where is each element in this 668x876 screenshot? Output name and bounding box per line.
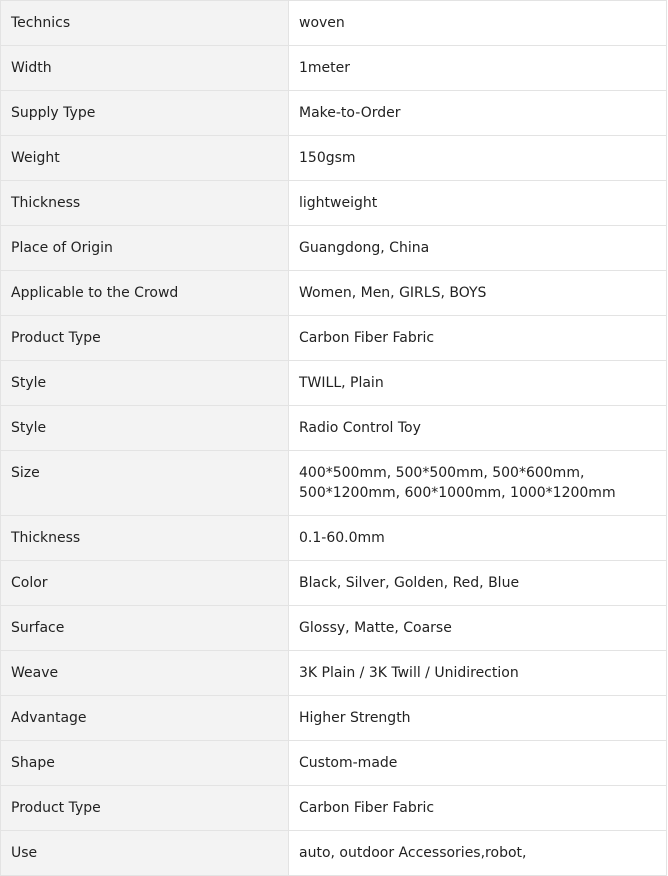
spec-value: Make-to-Order (289, 91, 667, 136)
spec-attribute: Style (1, 406, 289, 451)
table-row (1, 136, 667, 181)
spec-attribute: Weave (1, 651, 289, 696)
spec-value: Women, Men, GIRLS, BOYS (289, 271, 667, 316)
spec-value: Custom-made (289, 741, 667, 786)
spec-attribute: Supply Type (1, 91, 289, 136)
specs-table-body (1, 1, 667, 876)
spec-value: Carbon Fiber Fabric (289, 316, 667, 361)
spec-value: 150gsm (289, 136, 667, 181)
spec-attribute: Advantage (1, 696, 289, 741)
table-row (1, 786, 667, 831)
spec-attribute: Size (1, 451, 289, 516)
table-row (1, 46, 667, 91)
spec-attribute: Weight (1, 136, 289, 181)
spec-value: 400*500mm, 500*500mm, 500*600mm, 500*1200mm, 600*1000mm, 1000*1200mm (289, 451, 667, 516)
spec-attribute: Surface (1, 606, 289, 651)
table-row (1, 1, 667, 46)
spec-attribute: Applicable to the Crowd (1, 271, 289, 316)
spec-value: Black, Silver, Golden, Red, Blue (289, 561, 667, 606)
spec-value: auto, outdoor Accessories,robot, (289, 831, 667, 876)
table-row (1, 181, 667, 226)
table-row (1, 271, 667, 316)
table-row (1, 406, 667, 451)
spec-value: Higher Strength (289, 696, 667, 741)
table-row (1, 831, 667, 876)
spec-value: 1meter (289, 46, 667, 91)
table-row (1, 651, 667, 696)
spec-attribute: Use (1, 831, 289, 876)
spec-attribute: Width (1, 46, 289, 91)
spec-value: Radio Control Toy (289, 406, 667, 451)
spec-value: TWILL, Plain (289, 361, 667, 406)
table-row (1, 361, 667, 406)
table-row (1, 226, 667, 271)
spec-value: Glossy, Matte, Coarse (289, 606, 667, 651)
spec-attribute: Color (1, 561, 289, 606)
table-row (1, 316, 667, 361)
spec-attribute: Product Type (1, 786, 289, 831)
spec-value: lightweight (289, 181, 667, 226)
spec-attribute: Shape (1, 741, 289, 786)
table-row (1, 451, 667, 516)
spec-value: 3K Plain / 3K Twill / Unidirection (289, 651, 667, 696)
spec-value: woven (289, 1, 667, 46)
spec-attribute: Technics (1, 1, 289, 46)
table-row (1, 561, 667, 606)
spec-attribute: Product Type (1, 316, 289, 361)
spec-value: 0.1-60.0mm (289, 516, 667, 561)
spec-attribute: Thickness (1, 181, 289, 226)
spec-attribute: Place of Origin (1, 226, 289, 271)
table-row (1, 516, 667, 561)
table-row (1, 606, 667, 651)
table-row (1, 91, 667, 136)
spec-attribute: Thickness (1, 516, 289, 561)
spec-attribute: Style (1, 361, 289, 406)
spec-value: Carbon Fiber Fabric (289, 786, 667, 831)
spec-value: Guangdong, China (289, 226, 667, 271)
table-row (1, 741, 667, 786)
table-row (1, 696, 667, 741)
